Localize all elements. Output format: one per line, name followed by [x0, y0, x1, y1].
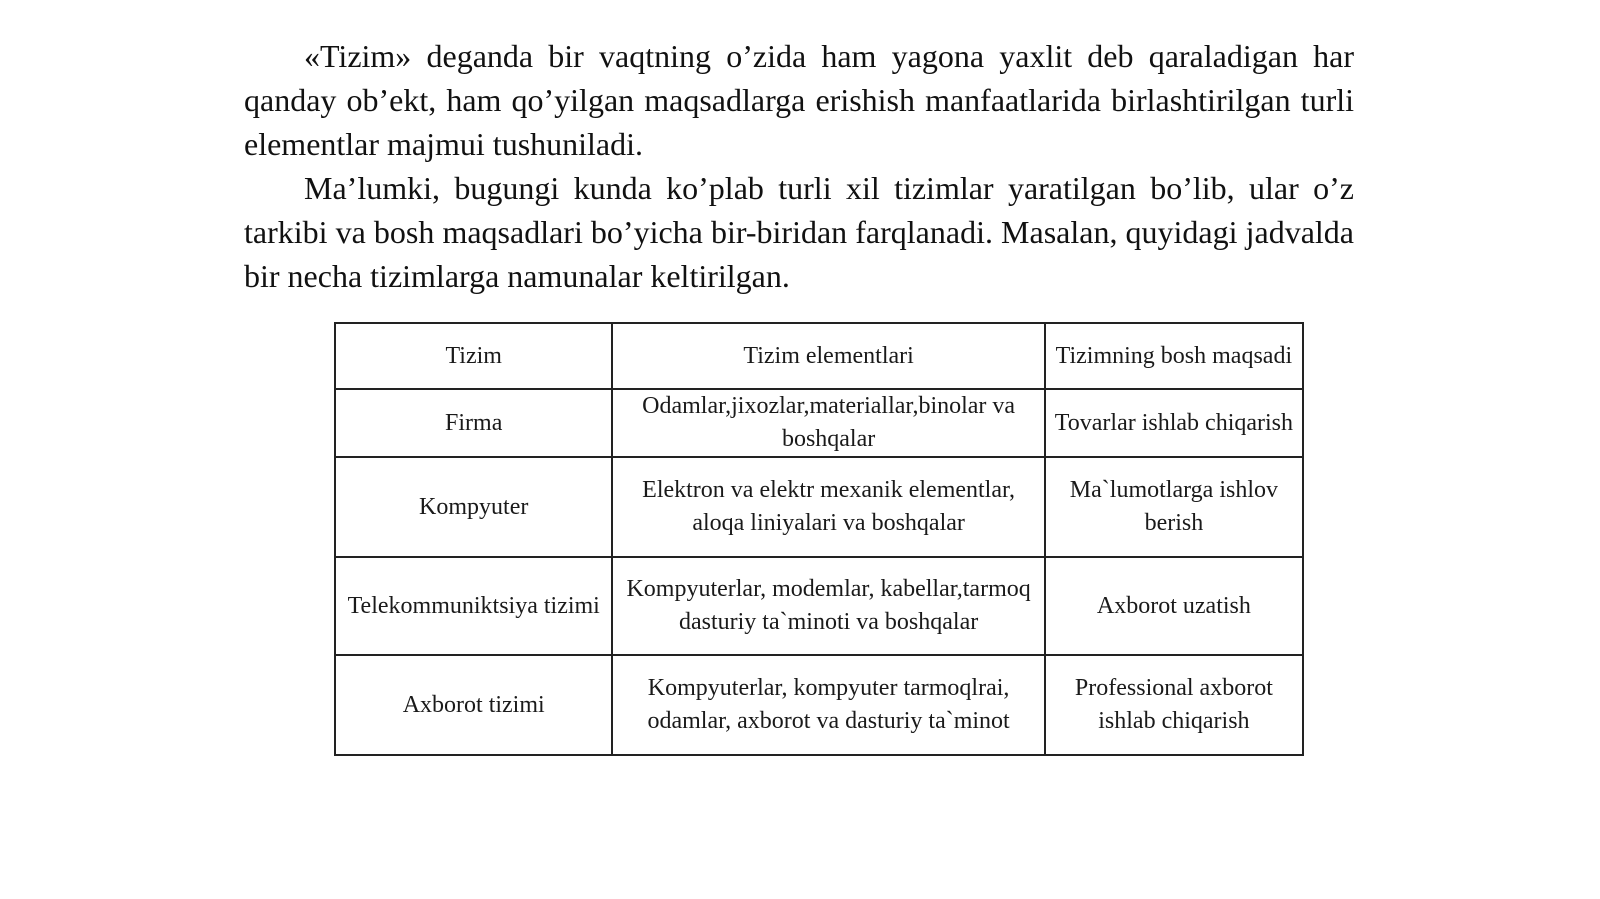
cell-system: Kompyuter	[335, 457, 612, 557]
cell-elements: Kompyuterlar, kompyuter tarmoqlrai, odamlar, axborot va dasturiy ta`minot	[612, 655, 1044, 755]
header-cell-main-goal: Tizimning bosh maqsadi	[1045, 323, 1303, 389]
paragraph-1: «Tizim» deganda bir vaqtning o’zida ham yagona yaxlit deb qaraladigan har qanday ob’ekt, ham qo’yilgan maqsadlarga erishish manfaatlarida birlashtirilgan turli elementlar majmui tushuniladi.	[244, 38, 1354, 162]
header-cell-elements: Tizim elementlari	[612, 323, 1044, 389]
cell-elements: Elektron va elektr mexanik elementlar, aloqa liniyalari va boshqalar	[612, 457, 1044, 557]
table-row	[335, 457, 1303, 557]
systems-table	[334, 322, 1304, 756]
cell-elements: Odamlar,jixozlar,materiallar,binolar va boshqalar	[612, 389, 1044, 457]
cell-main-goal: Professional axborot ishlab chiqarish	[1045, 655, 1303, 755]
cell-system: Axborot tizimi	[335, 655, 612, 755]
table-header-row	[335, 323, 1303, 389]
cell-main-goal: Axborot uzatish	[1045, 557, 1303, 655]
cell-system: Telekommuniktsiya tizimi	[335, 557, 612, 655]
table-row	[335, 389, 1303, 457]
table-row	[335, 557, 1303, 655]
cell-elements: Kompyuterlar, modemlar, kabellar,tarmoq dasturiy ta`minoti va boshqalar	[612, 557, 1044, 655]
cell-system: Firma	[335, 389, 612, 457]
table-row	[335, 655, 1303, 755]
cell-main-goal: Ma`lumotlarga ishlov berish	[1045, 457, 1303, 557]
cell-main-goal: Tovarlar ishlab chiqarish	[1045, 389, 1303, 457]
paragraph-2: Ma’lumki, bugungi kunda ko’plab turli xil tizimlar yaratilgan bo’lib, ular o’z tarkibi va bosh maqsadlari bo’yicha bir-biridan farqlanadi. Masalan, quyidagi jadvalda bir necha tizimlarga namunalar keltirilgan.	[244, 170, 1354, 294]
header-cell-system: Tizim	[335, 323, 612, 389]
systems-table-container	[334, 322, 1304, 756]
body-text	[244, 34, 1354, 298]
